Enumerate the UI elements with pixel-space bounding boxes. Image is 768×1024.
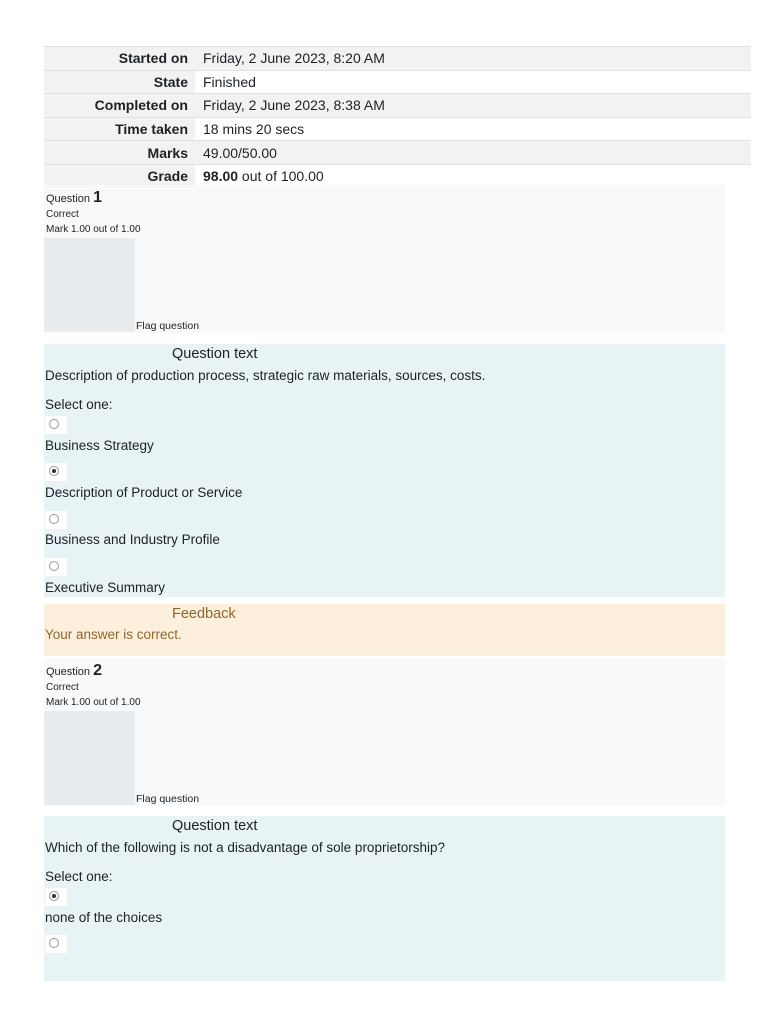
summary-value: Friday, 2 June 2023, 8:38 AM	[195, 94, 751, 118]
grade-total: out of 100.00	[238, 168, 324, 185]
radio-circle-icon	[49, 561, 59, 571]
option-label[interactable]: Business and Industry Profile	[45, 532, 220, 547]
question-grade: Mark 1.00 out of 1.00	[46, 224, 141, 235]
option-radio[interactable]	[45, 558, 67, 576]
flag-question-link[interactable]: Flag question	[136, 793, 200, 805]
flag-icon[interactable]	[44, 238, 135, 332]
summary-label: Grade	[44, 164, 195, 187]
question-text: Description of production process, strategic raw materials, sources, costs.	[45, 368, 486, 383]
question-1-info	[44, 185, 725, 333]
option-label[interactable]: Executive Summary	[45, 580, 166, 595]
question-text: Which of the following is not a disadvantage of sole proprietorship?	[45, 840, 445, 855]
radio-circle-icon	[49, 938, 59, 948]
question-1-formulation	[44, 344, 725, 597]
summary-value: Finished	[195, 70, 751, 94]
radio-circle-icon	[49, 514, 59, 524]
summary-value: 49.00/50.00	[195, 141, 751, 165]
option-radio[interactable]	[45, 511, 67, 529]
summary-row-marks	[44, 141, 751, 165]
summary-value: 18 mins 20 secs	[195, 117, 751, 141]
option-radio[interactable]	[45, 935, 67, 953]
grade-score: 98.00	[203, 168, 239, 185]
question-1-feedback	[44, 604, 725, 656]
flag-icon[interactable]	[44, 711, 135, 805]
summary-label: Time taken	[44, 117, 195, 141]
radio-selected-icon	[49, 466, 59, 476]
radio-circle-icon	[49, 419, 59, 429]
flag-question-link[interactable]: Flag question	[136, 320, 200, 332]
summary-label: Marks	[44, 141, 195, 165]
summary-row-completed	[44, 94, 751, 118]
select-one-prompt: Select one:	[45, 397, 113, 412]
question-grade: Mark 1.00 out of 1.00	[46, 697, 141, 708]
summary-label: Completed on	[44, 94, 195, 118]
option-radio[interactable]	[45, 463, 67, 481]
option-label[interactable]: Description of Product or Service	[45, 485, 243, 500]
question-2-formulation	[44, 816, 725, 981]
question-state: Correct	[46, 682, 79, 693]
question-number: Question 1	[46, 189, 102, 206]
question-number: Question 2	[46, 662, 102, 679]
summary-row-time-taken	[44, 117, 751, 141]
summary-value: Friday, 2 June 2023, 8:20 AM	[195, 47, 751, 71]
radio-selected-icon	[49, 891, 59, 901]
feedback-text: Your answer is correct.	[45, 627, 182, 642]
section-title: Question text	[172, 818, 258, 834]
option-radio[interactable]	[45, 888, 67, 906]
summary-label: Started on	[44, 47, 195, 71]
question-2-info	[44, 658, 725, 806]
option-label[interactable]: none of the choices	[45, 910, 163, 925]
attempt-summary-table	[44, 46, 751, 188]
select-one-prompt: Select one:	[45, 869, 113, 884]
question-state: Correct	[46, 209, 79, 220]
option-label[interactable]: Business Strategy	[45, 438, 154, 453]
summary-row-state	[44, 70, 751, 94]
section-title: Question text	[172, 346, 258, 362]
option-radio[interactable]	[45, 416, 67, 434]
summary-label: State	[44, 70, 195, 94]
feedback-title: Feedback	[172, 606, 236, 622]
summary-row-started	[44, 47, 751, 71]
